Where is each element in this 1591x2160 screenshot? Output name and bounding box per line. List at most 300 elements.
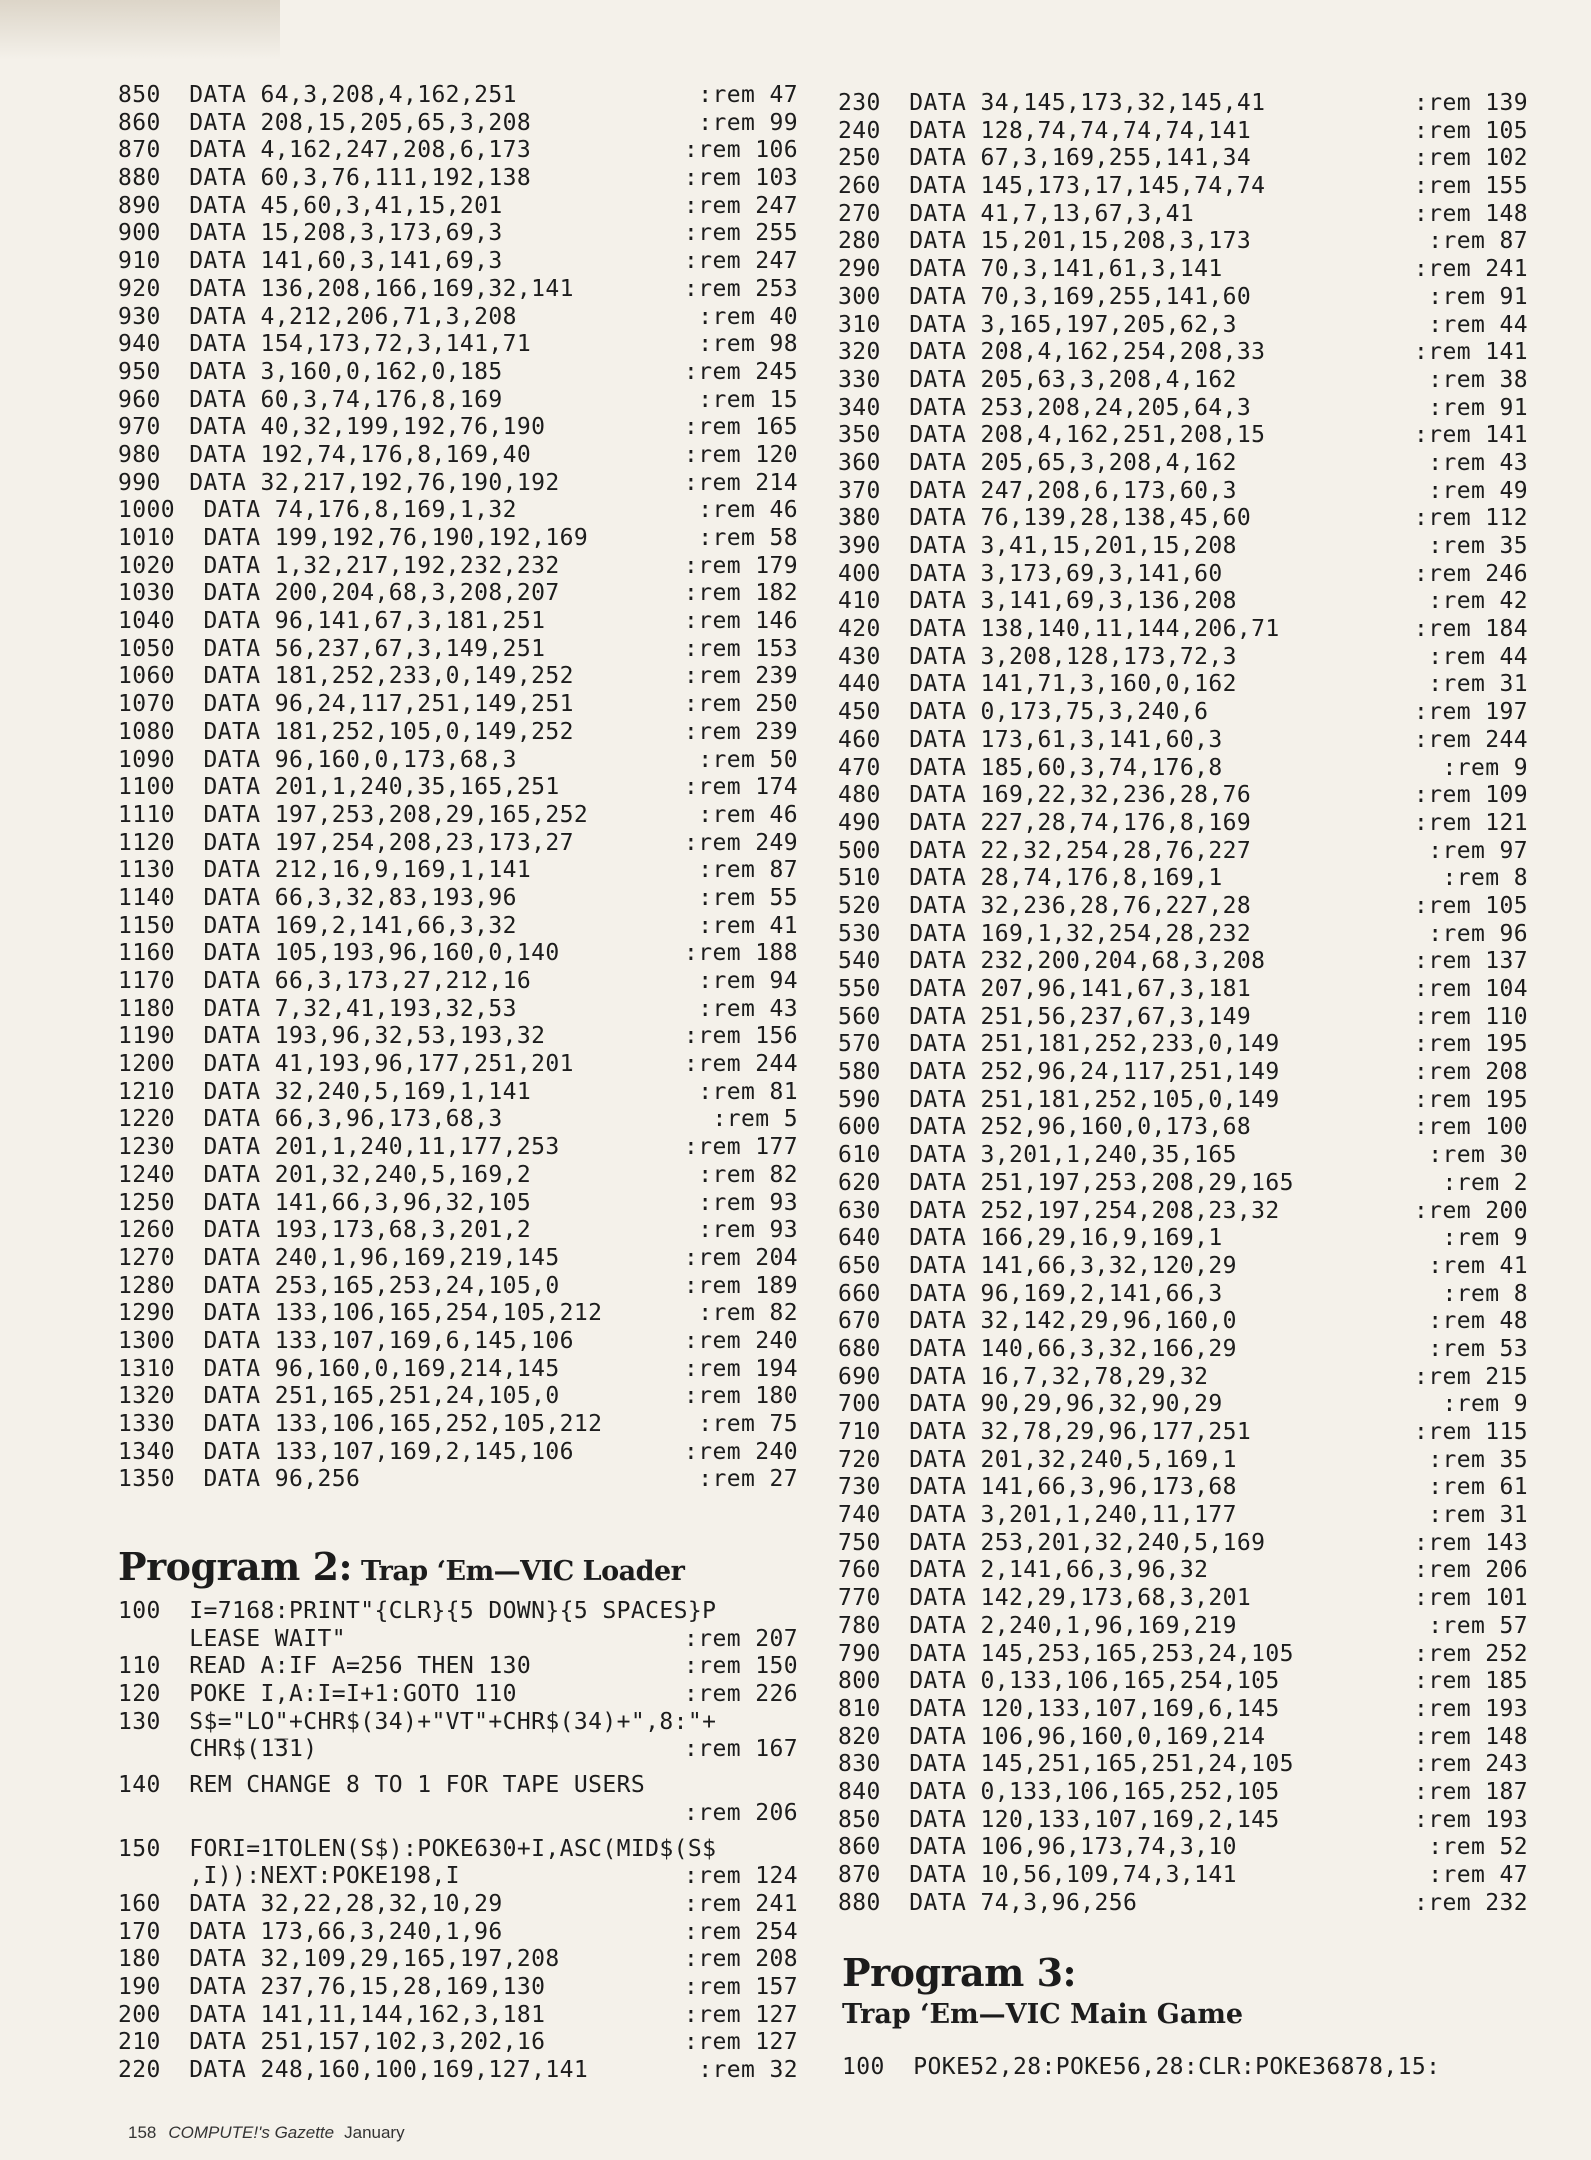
rem-checksum: :rem 252 (1414, 1640, 1528, 1667)
rem-checksum: :rem 44 (1428, 643, 1528, 670)
code-text: 440 DATA 141,71,3,160,0,162 (838, 671, 1237, 698)
code-text: 1100 DATA 201,1,240,35,165,251 (118, 774, 560, 801)
code-line (118, 1439, 798, 1467)
code-line (838, 921, 1528, 949)
code-line (838, 339, 1528, 367)
code-text: 170 DATA 173,66,3,240,1,96 (118, 1918, 503, 1945)
code-text: 990 DATA 32,217,192,76,190,192 (118, 469, 560, 496)
rem-checksum: :rem 53 (1428, 1335, 1528, 1362)
rem-checksum: :rem 82 (698, 1161, 798, 1188)
rem-checksum: :rem 177 (684, 1134, 798, 1161)
code-line (118, 1051, 798, 1079)
code-text: 610 DATA 3,201,1,240,35,165 (838, 1142, 1237, 1169)
code-line (838, 145, 1528, 173)
program2-listing-left-column (118, 1598, 798, 2085)
rem-checksum: :rem 91 (1428, 394, 1528, 421)
code-text: 1300 DATA 133,107,169,6,145,106 (118, 1327, 574, 1354)
code-text: 180 DATA 32,109,29,165,197,208 (118, 1946, 560, 1973)
code-line (118, 1273, 798, 1301)
code-line (838, 1031, 1528, 1059)
code-text: 1150 DATA 169,2,141,66,3,32 (118, 912, 517, 939)
code-text: 920 DATA 136,208,166,169,32,141 (118, 275, 574, 302)
code-text: 1010 DATA 199,192,76,190,192,169 (118, 525, 589, 551)
code-text: 120 POKE I,A:I=I+1:GOTO 110 (118, 1681, 517, 1708)
code-text: 260 DATA 145,173,17,145,74,74 (838, 173, 1266, 200)
rem-checksum: :rem 245 (684, 358, 798, 385)
code-line (118, 1162, 798, 1190)
rem-checksum: :rem 8 (1442, 865, 1528, 892)
code-line (118, 608, 798, 636)
rem-checksum: :rem 194 (684, 1355, 798, 1382)
code-line (838, 1142, 1528, 1170)
code-line (838, 838, 1528, 866)
rem-checksum: :rem 9 (1442, 1391, 1528, 1418)
rem-checksum: :rem 100 (1414, 1114, 1528, 1141)
code-text: 1220 DATA 66,3,96,173,68,3 (118, 1106, 503, 1133)
code-line (838, 948, 1528, 976)
rem-checksum: :rem 200 (1414, 1197, 1528, 1224)
code-text: 630 DATA 252,197,254,208,23,32 (838, 1197, 1280, 1224)
code-text: 480 DATA 169,22,32,236,28,76 (838, 782, 1252, 809)
code-text: 380 DATA 76,139,28,138,45,60 (838, 505, 1252, 532)
code-text: 250 DATA 67,3,169,255,141,34 (838, 145, 1252, 172)
rem-checksum: :rem 182 (684, 580, 798, 607)
code-line (118, 1300, 798, 1328)
code-text: 130 S$="LO"+CHR$(34)+"VT"+CHR$(34)+",8:"+ (118, 1708, 717, 1735)
code-text: 560 DATA 251,56,237,67,3,149 (838, 1003, 1252, 1030)
code-text: 710 DATA 32,78,29,96,177,251 (838, 1419, 1252, 1445)
rem-checksum: :rem 2 (1442, 1169, 1528, 1196)
rem-checksum: :rem 58 (698, 525, 798, 551)
program2-title-rest: Trap ‘Em—VIC Loader (352, 1556, 685, 1587)
code-line (838, 976, 1528, 1004)
rem-checksum: :rem 40 (698, 303, 798, 330)
code-line (118, 885, 798, 913)
code-text: 1000 DATA 74,176,8,169,1,32 (118, 497, 517, 524)
code-text: 770 DATA 142,29,173,68,3,201 (838, 1585, 1252, 1612)
code-text: 390 DATA 3,41,15,201,15,208 (838, 533, 1237, 559)
code-line (838, 810, 1528, 838)
rem-checksum: :rem 146 (684, 608, 798, 635)
code-text: 650 DATA 141,66,3,32,120,29 (838, 1252, 1237, 1279)
rem-checksum: :rem 91 (1428, 283, 1528, 310)
rem-checksum: :rem 195 (1414, 1086, 1528, 1113)
rem-checksum: :rem 75 (698, 1411, 798, 1437)
code-line (118, 996, 798, 1024)
rem-checksum: :rem 214 (684, 469, 798, 496)
rem-checksum: :rem 103 (684, 165, 798, 192)
rem-checksum: :rem 239 (684, 663, 798, 690)
code-line (838, 533, 1528, 561)
code-line (118, 1079, 798, 1107)
code-line (838, 1391, 1528, 1419)
code-line (838, 1641, 1528, 1669)
code-line (838, 1336, 1528, 1364)
code-line (838, 478, 1528, 506)
code-text: 580 DATA 252,96,24,117,251,149 (838, 1059, 1280, 1086)
code-line (838, 588, 1528, 616)
code-text: 1330 DATA 133,106,165,252,105,212 (118, 1411, 603, 1437)
code-text: 450 DATA 0,173,75,3,240,6 (838, 699, 1209, 726)
rem-checksum: :rem 32 (698, 2057, 798, 2083)
code-line (838, 1364, 1528, 1392)
code-line (838, 1613, 1528, 1641)
code-line (118, 1772, 798, 1800)
code-line (118, 1681, 798, 1709)
code-text: 670 DATA 32,142,29,96,160,0 (838, 1308, 1237, 1335)
code-line (118, 1800, 798, 1828)
rem-checksum: :rem 241 (1414, 256, 1528, 283)
code-text: 1200 DATA 41,193,96,177,251,201 (118, 1051, 574, 1078)
code-line (838, 173, 1528, 201)
rem-checksum: :rem 208 (684, 1946, 798, 1973)
code-line (118, 1598, 798, 1626)
code-text: 300 DATA 70,3,169,255,141,60 (838, 283, 1252, 310)
code-line (118, 1356, 798, 1384)
code-line (838, 1170, 1528, 1198)
code-text: 800 DATA 0,133,106,165,254,105 (838, 1668, 1280, 1695)
rem-checksum: :rem 137 (1414, 948, 1528, 975)
rem-checksum: :rem 121 (1414, 809, 1528, 836)
code-text: 1340 DATA 133,107,169,2,145,106 (118, 1438, 574, 1465)
program3-subtitle: Trap ‘Em—VIC Main Game (842, 1999, 1244, 2030)
code-line (118, 2029, 798, 2057)
code-line (838, 312, 1528, 340)
rem-checksum: :rem 188 (684, 940, 798, 967)
rem-checksum: :rem 195 (1414, 1031, 1528, 1058)
code-text: 280 DATA 15,201,15,208,3,173 (838, 228, 1252, 255)
rem-checksum: :rem 243 (1414, 1751, 1528, 1778)
code-line (838, 1751, 1528, 1779)
code-line (838, 893, 1528, 921)
code-line (838, 1004, 1528, 1032)
code-text: 1280 DATA 253,165,253,24,105,0 (118, 1272, 560, 1299)
program2-listing-right-column (838, 90, 1528, 1917)
rem-checksum: :rem 240 (684, 1438, 798, 1465)
code-line (118, 2002, 798, 2030)
code-text: 330 DATA 205,63,3,208,4,162 (838, 366, 1237, 393)
rem-checksum: :rem 110 (1414, 1003, 1528, 1030)
code-text: LEASE WAIT" (118, 1625, 346, 1652)
code-line (838, 1419, 1528, 1447)
rem-checksum: :rem 9 (1442, 1225, 1528, 1252)
code-line (118, 913, 798, 941)
code-text: 970 DATA 40,32,199,192,76,190 (118, 414, 546, 441)
code-line (118, 1023, 798, 1051)
code-text: 880 DATA 60,3,76,111,192,138 (118, 165, 532, 192)
rem-checksum: :rem 153 (684, 635, 798, 662)
rem-checksum: :rem 81 (698, 1078, 798, 1105)
code-text: 940 DATA 154,173,72,3,141,71 (118, 331, 532, 358)
code-text: 100 I=7168:PRINT"{CLR}{5 DOWN}{5 SPACES}P (118, 1598, 717, 1624)
rem-checksum: :rem 87 (698, 857, 798, 884)
code-line (118, 1466, 798, 1494)
rem-checksum: :rem 206 (1414, 1557, 1528, 1584)
code-text: 370 DATA 247,208,6,173,60,3 (838, 477, 1237, 504)
code-line (118, 165, 798, 193)
code-line (838, 755, 1528, 783)
code-line (118, 968, 798, 996)
rem-checksum: :rem 41 (1428, 1252, 1528, 1279)
code-line (838, 1724, 1528, 1752)
rem-checksum: :rem 193 (1414, 1806, 1528, 1833)
code-text: 1040 DATA 96,141,67,3,181,251 (118, 608, 546, 635)
code-text: CHR$(1̅31) (118, 1736, 318, 1763)
code-line (118, 304, 798, 332)
rem-checksum: :rem 47 (1428, 1862, 1528, 1888)
rem-checksum: :rem 124 (684, 1863, 798, 1890)
rem-checksum: :rem 35 (1428, 533, 1528, 559)
code-text: 1130 DATA 212,16,9,169,1,141 (118, 857, 532, 884)
code-line (118, 747, 798, 775)
code-text: 500 DATA 22,32,254,28,76,227 (838, 837, 1252, 864)
code-text: 550 DATA 207,96,141,67,3,181 (838, 976, 1252, 1002)
code-text: 230 DATA 34,145,173,32,145,41 (838, 90, 1266, 116)
code-line (118, 857, 798, 885)
code-text: 680 DATA 140,66,3,32,166,29 (838, 1335, 1237, 1362)
rem-checksum: :rem 46 (698, 801, 798, 828)
code-text: 1060 DATA 181,252,233,0,149,252 (118, 663, 574, 690)
rem-checksum: :rem 174 (684, 774, 798, 801)
code-text: 490 DATA 227,28,74,176,8,169 (838, 809, 1252, 836)
rem-checksum: :rem 93 (698, 1217, 798, 1244)
code-text: 220 DATA 248,160,100,169,127,141 (118, 2057, 589, 2083)
rem-checksum: :rem 27 (698, 1466, 798, 1493)
rem-checksum: :rem 187 (1414, 1778, 1528, 1805)
code-line (838, 1668, 1528, 1696)
rem-checksum: :rem 255 (684, 220, 798, 247)
rem-checksum: :rem 47 (698, 82, 798, 108)
code-line (118, 1836, 798, 1864)
rem-checksum: :rem 99 (698, 109, 798, 136)
rem-checksum: :rem 44 (1428, 311, 1528, 338)
code-line (838, 228, 1528, 256)
rem-checksum: :rem 41 (698, 912, 798, 939)
code-line (118, 1217, 798, 1245)
code-line (118, 719, 798, 747)
rem-checksum: :rem 30 (1428, 1142, 1528, 1169)
code-text: 980 DATA 192,74,176,8,169,40 (118, 441, 532, 468)
code-line (838, 90, 1528, 118)
rem-checksum: :rem 249 (684, 829, 798, 856)
rem-checksum: :rem 98 (698, 331, 798, 358)
code-line (118, 1736, 798, 1764)
rem-checksum: :rem 157 (684, 1973, 798, 2000)
code-text: 620 DATA 251,197,253,208,29,165 (838, 1169, 1294, 1196)
code-line (118, 110, 798, 138)
code-line (838, 1253, 1528, 1281)
rem-checksum: :rem 189 (684, 1272, 798, 1299)
code-line (838, 1779, 1528, 1807)
code-text: 430 DATA 3,208,128,173,72,3 (838, 643, 1237, 670)
code-line (838, 118, 1528, 146)
rem-checksum: :rem 93 (698, 1189, 798, 1216)
code-text: 660 DATA 96,169,2,141,66,3 (838, 1280, 1223, 1307)
rem-checksum: :rem 101 (1414, 1585, 1528, 1612)
code-line (838, 1862, 1528, 1890)
code-line (838, 1059, 1528, 1087)
code-line (838, 1225, 1528, 1253)
rem-checksum: :rem 31 (1428, 1502, 1528, 1529)
code-line (838, 561, 1528, 589)
code-line (118, 1626, 798, 1654)
rem-checksum: :rem 184 (1414, 616, 1528, 643)
rem-checksum: :rem 143 (1414, 1529, 1528, 1556)
code-line (838, 671, 1528, 699)
rem-checksum: :rem 127 (684, 2029, 798, 2056)
rem-checksum: :rem 102 (1414, 145, 1528, 172)
rem-checksum: :rem 96 (1428, 920, 1528, 947)
code-line (118, 1653, 798, 1681)
code-text: 1320 DATA 251,165,251,24,105,0 (118, 1383, 560, 1410)
code-line (118, 830, 798, 858)
code-line (118, 1245, 798, 1273)
rem-checksum: :rem 193 (1414, 1695, 1528, 1722)
code-line (838, 367, 1528, 395)
rem-checksum: :rem 155 (1414, 173, 1528, 200)
rem-checksum: :rem 180 (684, 1383, 798, 1410)
code-text: 340 DATA 253,208,24,205,64,3 (838, 394, 1252, 421)
code-line (118, 525, 798, 553)
code-text: 1080 DATA 181,252,105,0,149,252 (118, 718, 574, 745)
code-line (118, 248, 798, 276)
code-text: 640 DATA 166,29,16,9,169,1 (838, 1225, 1223, 1252)
code-text: 410 DATA 3,141,69,3,136,208 (838, 588, 1237, 615)
rem-checksum: :rem 9 (1442, 754, 1528, 781)
code-line (838, 1696, 1528, 1724)
code-line (118, 580, 798, 608)
code-line (838, 1807, 1528, 1835)
code-text: 1260 DATA 193,173,68,3,201,2 (118, 1217, 532, 1244)
program2-title-prefix: Program 2: (118, 1544, 353, 1589)
code-line (838, 727, 1528, 755)
rem-checksum: :rem 247 (684, 192, 798, 219)
code-text: 910 DATA 141,60,3,141,69,3 (118, 248, 503, 275)
rem-checksum: :rem 5 (712, 1106, 798, 1133)
code-line (838, 1530, 1528, 1558)
rem-checksum: :rem 42 (1428, 588, 1528, 615)
paper-stain (0, 0, 280, 60)
rem-checksum: :rem 43 (698, 995, 798, 1022)
rem-checksum: :rem 127 (684, 2001, 798, 2028)
code-text: 830 DATA 145,251,165,251,24,105 (838, 1751, 1294, 1778)
code-text: 900 DATA 15,208,3,173,69,3 (118, 220, 503, 247)
code-line (118, 1919, 798, 1947)
code-line (838, 1114, 1528, 1142)
rem-checksum: :rem 240 (684, 1327, 798, 1354)
code-text: 1090 DATA 96,160,0,173,68,3 (118, 746, 517, 773)
code-line (838, 201, 1528, 229)
code-text: 1310 DATA 96,160,0,169,214,145 (118, 1355, 560, 1382)
program3-title: Program 3: (842, 1950, 1077, 1995)
code-line (838, 1087, 1528, 1115)
code-line (118, 636, 798, 664)
rem-checksum: :rem 150 (684, 1653, 798, 1680)
code-line (118, 1974, 798, 2002)
rem-checksum: :rem 246 (1414, 560, 1528, 587)
code-line (838, 616, 1528, 644)
rem-checksum: :rem 208 (1414, 1059, 1528, 1086)
rem-checksum: :rem 239 (684, 718, 798, 745)
code-text: 470 DATA 185,60,3,74,176,8 (838, 754, 1223, 781)
code-line (118, 1328, 798, 1356)
code-line (118, 1709, 798, 1737)
rem-checksum: :rem 179 (684, 552, 798, 579)
code-text: 860 DATA 106,96,173,74,3,10 (838, 1834, 1237, 1861)
code-line (118, 1411, 798, 1439)
code-line (118, 359, 798, 387)
code-text: 860 DATA 208,15,205,65,3,208 (118, 109, 532, 136)
program1-listing-left-column (118, 82, 798, 1494)
rem-checksum: :rem 250 (684, 691, 798, 718)
code-text: ,I)):NEXT:POKE198,I (118, 1863, 460, 1890)
code-text: 400 DATA 3,173,69,3,141,60 (838, 560, 1223, 587)
code-line (838, 284, 1528, 312)
issue-month: January (344, 2123, 405, 2142)
code-line (118, 442, 798, 470)
code-line (838, 1834, 1528, 1862)
code-text: 890 DATA 45,60,3,41,15,201 (118, 192, 503, 219)
code-line (118, 940, 798, 968)
code-text: 420 DATA 138,140,11,144,206,71 (838, 616, 1280, 643)
publication-name: COMPUTE!'s Gazette (168, 2123, 335, 2142)
rem-checksum: :rem 253 (684, 275, 798, 302)
rem-checksum: :rem 112 (1414, 505, 1528, 532)
rem-checksum: :rem 48 (1428, 1308, 1528, 1335)
code-line (838, 644, 1528, 672)
rem-checksum: :rem 141 (1414, 422, 1528, 449)
code-line (118, 802, 798, 830)
code-text: 1170 DATA 66,3,173,27,212,16 (118, 968, 532, 994)
rem-checksum: :rem 115 (1414, 1419, 1528, 1445)
code-line (838, 699, 1528, 727)
code-line (838, 1585, 1528, 1613)
code-text: 110 READ A:IF A=256 THEN 130 (118, 1653, 532, 1680)
rem-checksum: :rem 52 (1428, 1834, 1528, 1861)
code-text: 840 DATA 0,133,106,165,252,105 (838, 1778, 1280, 1805)
code-line (838, 865, 1528, 893)
code-text: 690 DATA 16,7,32,78,29,32 (838, 1363, 1209, 1390)
rem-checksum: :rem 165 (684, 414, 798, 441)
code-line (118, 137, 798, 165)
code-line (118, 193, 798, 221)
code-line (118, 2057, 798, 2085)
rem-checksum: :rem 94 (698, 968, 798, 994)
rem-checksum: :rem 167 (684, 1736, 798, 1763)
rem-checksum: :rem 43 (1428, 449, 1528, 476)
rem-checksum: :rem 215 (1414, 1363, 1528, 1390)
rem-checksum: :rem 204 (684, 1244, 798, 1271)
code-text: 870 DATA 10,56,109,74,3,141 (838, 1862, 1237, 1888)
code-text: 310 DATA 3,165,197,205,62,3 (838, 311, 1237, 338)
code-text: 870 DATA 4,162,247,208,6,173 (118, 137, 532, 164)
code-text: 730 DATA 141,66,3,96,173,68 (838, 1474, 1237, 1501)
code-text: 200 DATA 141,11,144,162,3,181 (118, 2001, 546, 2028)
rem-checksum: :rem 148 (1414, 200, 1528, 227)
rem-checksum: :rem 50 (698, 746, 798, 773)
code-text: 1030 DATA 200,204,68,3,208,207 (118, 580, 560, 607)
rem-checksum: :rem 104 (1414, 976, 1528, 1002)
code-line (118, 470, 798, 498)
rem-checksum: :rem 82 (698, 1300, 798, 1327)
rem-checksum: :rem 35 (1428, 1446, 1528, 1473)
code-line (118, 774, 798, 802)
rem-checksum: :rem 244 (1414, 726, 1528, 753)
rem-checksum: :rem 254 (684, 1918, 798, 1945)
code-text: 600 DATA 252,96,160,0,173,68 (838, 1114, 1252, 1141)
code-text: 750 DATA 253,201,32,240,5,169 (838, 1529, 1266, 1556)
code-line (838, 782, 1528, 810)
